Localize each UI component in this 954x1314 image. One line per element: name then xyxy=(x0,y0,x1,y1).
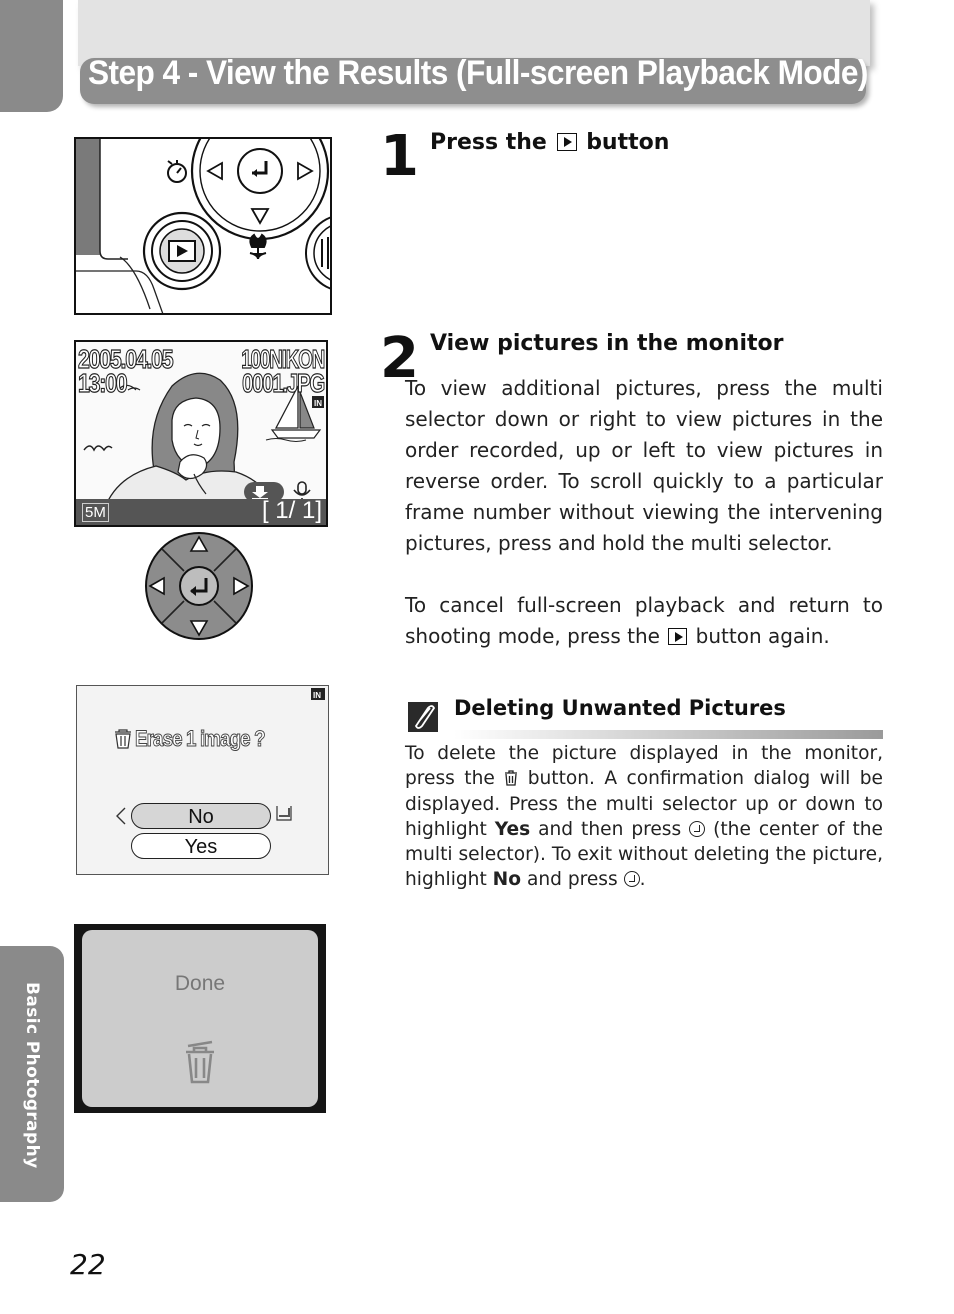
note-text-4: (the center of the multi selector). To exit without deleting the picture, highlight xyxy=(405,818,883,891)
trash-icon xyxy=(74,924,326,1113)
step-1-number: 1 xyxy=(380,124,416,189)
playback-screen xyxy=(74,340,328,527)
note-yes-label: Yes xyxy=(494,818,531,840)
note-title: Deleting Unwanted Pictures xyxy=(454,696,786,720)
step-2-heading: View pictures in the monitor xyxy=(430,331,784,356)
page-number: 22 xyxy=(70,1248,106,1281)
ok-enter-icon xyxy=(689,821,705,837)
step-2-paragraph-2-end: button again. xyxy=(695,624,830,648)
no-option-button[interactable]: No xyxy=(131,803,271,829)
yes-option-button[interactable]: Yes xyxy=(131,833,271,859)
image-size-badge: 5M xyxy=(82,503,109,522)
section-label: Basic Photography xyxy=(22,982,42,1169)
header-corner-tab xyxy=(0,0,63,112)
camera-buttons-drawing xyxy=(76,139,332,315)
folder-name: 100NIKON xyxy=(241,344,324,374)
erase-confirm-dialog xyxy=(76,685,329,875)
frame-counter: [ 1/ 1] xyxy=(261,497,322,524)
note-text-6: . xyxy=(639,869,646,891)
erase-prompt: Erase 1 image ? xyxy=(135,726,265,751)
note-divider xyxy=(454,730,883,739)
note-pencil-icon xyxy=(408,702,438,732)
step-2-paragraph-2 xyxy=(405,590,883,652)
step-2-paragraph-1: To view additional pictures, press the multi selector down or right to view pictures in the order recorded, up or left to view pictures in reverse order. To scroll quickly to a particular frame number without viewing the intervening pictures, press and hold the multi selector. xyxy=(405,376,883,555)
playback-button-icon xyxy=(668,628,687,645)
file-name: 0001.JPG xyxy=(242,368,324,398)
step-1-heading-text: Press the xyxy=(430,130,547,155)
page-title: Step 4 - View the Results (Full-screen Playback Mode) xyxy=(88,54,868,92)
step-2-body xyxy=(405,373,883,652)
done-screen xyxy=(74,924,326,1113)
step-2-paragraph-2-text: To cancel full-screen playback and return to shooting mode, press the xyxy=(405,593,883,648)
step-1-heading-text-end: button xyxy=(586,130,670,155)
note-text-2: button. A confirmation dialog will be displayed. Press the multi selector up or down to highlight xyxy=(405,768,883,840)
time-display: 13:00 xyxy=(78,368,127,398)
multi-selector-icon xyxy=(144,531,256,643)
note-text-3: and then press xyxy=(538,818,682,840)
date-display: 2005.04.05 xyxy=(78,344,173,374)
note-text-5: and press xyxy=(526,869,618,891)
svg-text:IN: IN xyxy=(313,691,321,700)
note-body xyxy=(405,741,883,893)
note-text-1: To delete the picture displayed in the monitor, press the xyxy=(405,743,883,790)
playback-button-icon xyxy=(557,133,577,151)
step-2-number: 2 xyxy=(380,326,416,391)
note-no-label: No xyxy=(492,869,522,891)
done-message: Done xyxy=(174,972,226,995)
svg-text:IN: IN xyxy=(314,399,322,408)
trash-icon xyxy=(504,769,518,786)
ok-enter-icon xyxy=(624,871,640,887)
camera-back-illustration xyxy=(74,137,332,315)
step-1-heading xyxy=(430,130,669,155)
